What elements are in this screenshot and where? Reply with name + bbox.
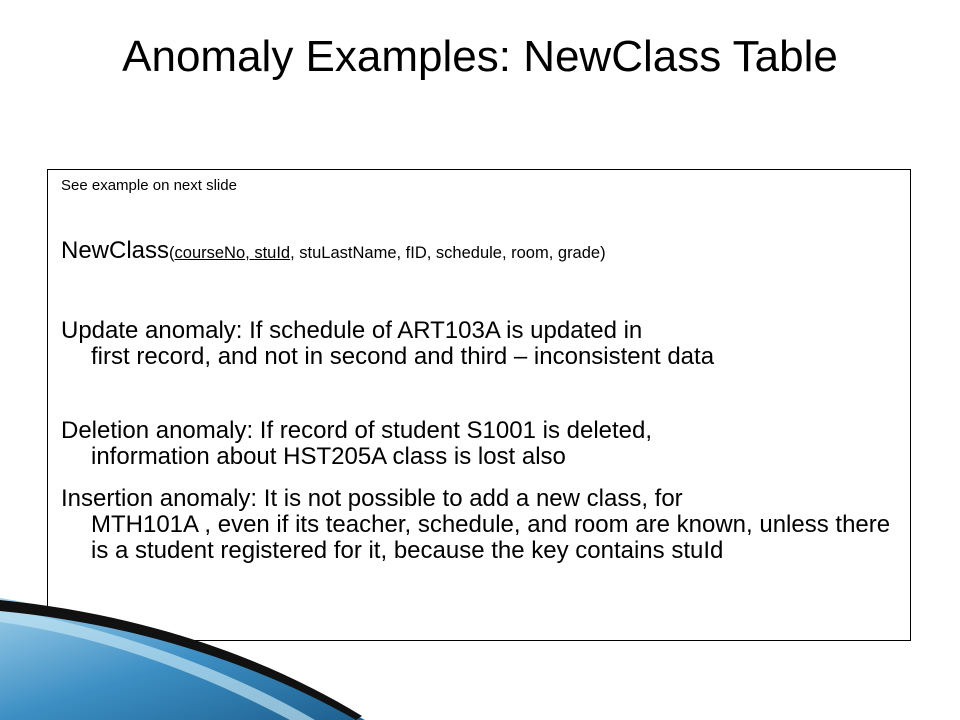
- update-anomaly-paragraph: [61, 318, 901, 370]
- insertion-anomaly-line1: Insertion anomaly: It is not possible to add a new class, for: [61, 485, 683, 512]
- content-box: [47, 169, 911, 641]
- key-separator: ,: [245, 244, 255, 262]
- update-anomaly-continuation: first record, and not in second and third – inconsistent data: [91, 343, 715, 370]
- slide-note: See example on next slide: [61, 177, 237, 194]
- close-paren: ): [600, 244, 606, 262]
- deletion-anomaly-paragraph: [61, 418, 901, 470]
- insertion-anomaly-continuation: MTH101A , even if its teacher, schedule, and room are known, unless there is a student registered for it, because the key contains stuId: [91, 511, 891, 564]
- table-name: NewClass: [61, 237, 170, 264]
- update-anomaly-line1: Update anomaly: If schedule of ART103A is updated in: [61, 317, 643, 344]
- slide-title: Anomaly Examples: NewClass Table: [122, 32, 838, 81]
- deletion-anomaly-continuation: information about HST205A class is lost also: [91, 443, 566, 470]
- other-attributes: , stuLastName, fID, schedule, room, grade: [290, 244, 601, 262]
- key-attribute-stuid: stuId: [254, 244, 291, 262]
- relation-schema: [61, 236, 606, 268]
- attribute-list: [169, 244, 606, 262]
- deletion-anomaly-line1: Deletion anomaly: If record of student S1001 is deleted,: [61, 417, 653, 444]
- open-paren: (: [169, 244, 175, 262]
- key-attribute-courseno: courseNo: [174, 244, 246, 262]
- insertion-anomaly-paragraph: [61, 486, 901, 564]
